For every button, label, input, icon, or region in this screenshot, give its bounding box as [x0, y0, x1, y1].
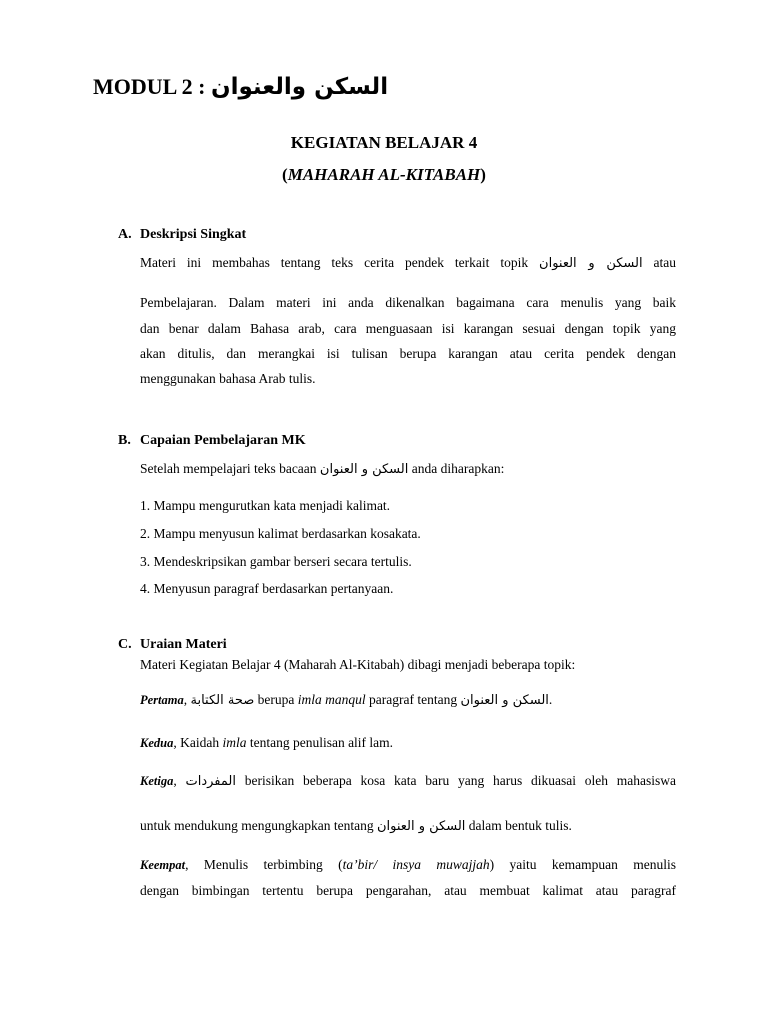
section-c-intro: Materi Kegiatan Belajar 4 (Maharah Al-Kitabah) dibagi menjadi beberapa topik: [140, 657, 576, 672]
activity-subtitle: (MAHARAH AL-KITABAH) [282, 165, 486, 184]
topic-pertama: Pertama, صحة الكتابة berupa imla manqul paragraf tentang السكن و العنوان. [140, 692, 553, 708]
list-item: 1. Mampu mengurutkan kata menjadi kalimat. [140, 498, 391, 513]
section-a-line-2: Pembelajaran. Dalam materi ini anda dikenalkan bagaimana cara menulis yang baik [140, 295, 676, 310]
section-c-heading: C. Uraian Materi [118, 637, 227, 652]
topic-ketiga-line-2: untuk mendukung mengungkapkan tentang السكن و العنوان dalam bentuk tulis. [140, 818, 572, 834]
module-topic-arabic: السكن والعنوان [210, 74, 389, 100]
topic-keempat: Keempat, Menulis terbimbing (ta’bir/ insya muwajjah) yaitu kemampuan menulis [140, 857, 676, 872]
section-a-heading: A. Deskripsi Singkat [118, 227, 247, 242]
section-a-line-1: Materi ini membahas tentang teks cerita pendek terkait topik السكن و العنوان atau [140, 255, 677, 271]
list-item: 3. Mendeskripsikan gambar berseri secara tertulis. [140, 554, 412, 569]
list-item: 4. Menyusun paragraf berdasarkan pertanyaan. [140, 581, 394, 596]
section-b-intro: Setelah mempelajari teks bacaan السكن و العنوان anda diharapkan: [140, 461, 505, 477]
section-a-line-5: menggunakan bahasa Arab tulis. [140, 371, 316, 386]
topic-keempat-line-2: dengan bimbingan tertentu berupa pengarahan, atau membuat kalimat atau paragraf [140, 883, 676, 898]
topic-arabic: السكن و العنوان [319, 462, 409, 477]
section-a-line-4: akan ditulis, dan merangkai isi tulisan berupa karangan atau cerita pendek dengan [140, 346, 676, 361]
topic-ketiga: Ketiga, المفردات berisikan beberapa kosa kata baru yang harus dikuasai oleh mahasiswa [140, 773, 676, 789]
list-item: 2. Mampu menyusun kalimat berdasarkan kosakata. [140, 526, 421, 541]
activity-subtitle-italic: MAHARAH AL-KITABAH [287, 165, 481, 184]
activity-title: KEGIATAN BELAJAR 4 [290, 133, 478, 152]
topic-kedua: Kedua, Kaidah imla tentang penulisan alif lam. [140, 735, 394, 750]
section-b-heading: B. Capaian Pembelajaran MK [118, 433, 306, 448]
topic-arabic: السكن و العنوان [539, 256, 643, 271]
module-label: MODUL 2 : [93, 74, 206, 99]
module-title [93, 74, 388, 100]
section-a-line-3: dan benar dalam Bahasa arab, cara menguasaan isi karangan sesuai dengan topik yang [140, 321, 676, 336]
